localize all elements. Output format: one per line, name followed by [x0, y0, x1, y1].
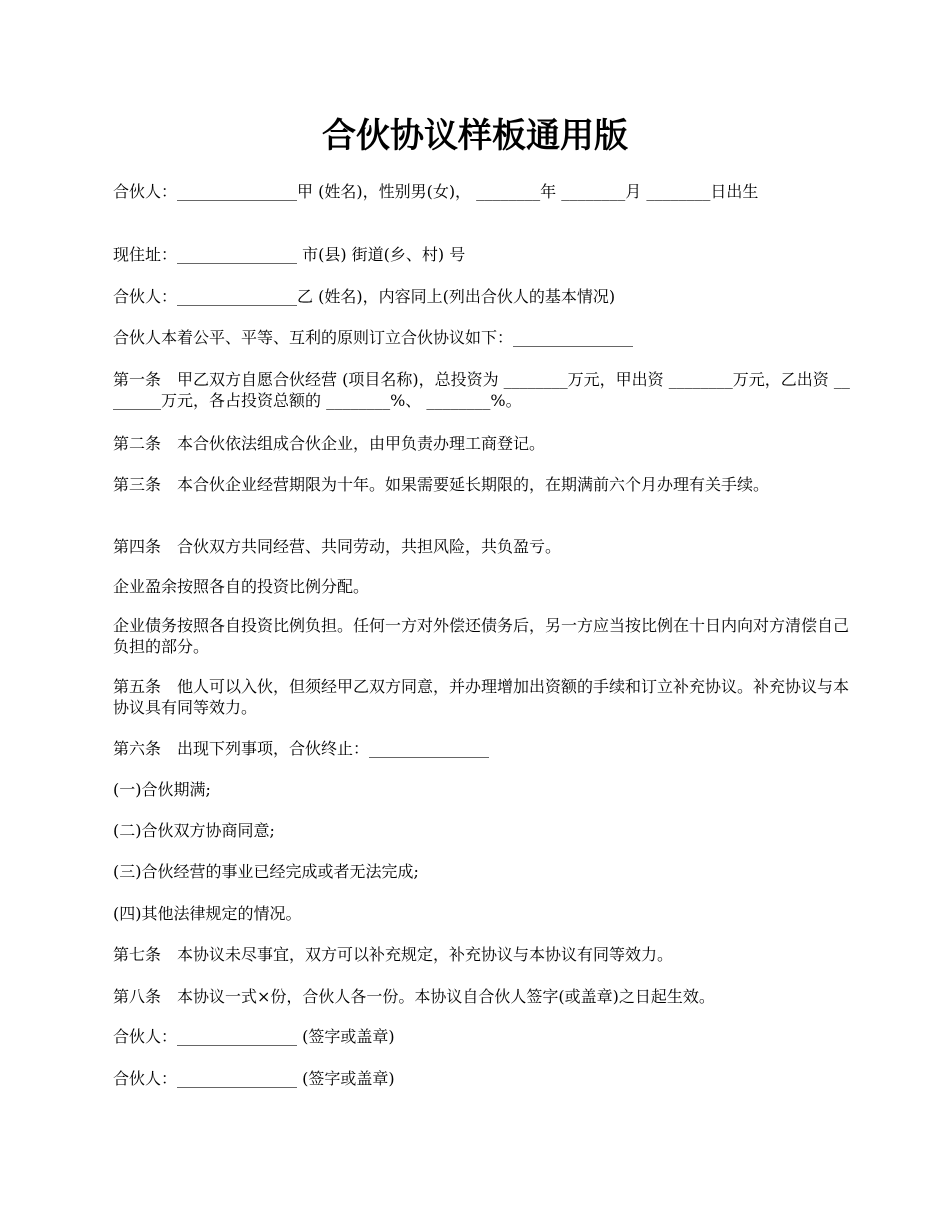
address-line: 现住址：_______________ 市(县) 街道(乡、村) 号	[113, 245, 466, 264]
agreement-intro: 合伙人本着公平、平等、互利的原则订立合伙协议如下：_______________	[113, 328, 634, 347]
article-1: 第一条 甲乙双方自愿合伙经营 (项目名称)，总投资为 ________万元，甲出资 ________万元，乙出资 ________万元，各占投资总额的 ________%、 ________%。	[113, 370, 850, 410]
document-title: 合伙协议样板通用版	[322, 116, 628, 156]
signature-partner-1: 合伙人：_______________ (签字或盖章)	[113, 1027, 395, 1046]
article-8: 第八条 本协议一式×份，合伙人各一份。本协议自合伙人签字(或盖章)之日起生效。	[113, 987, 715, 1006]
article-2: 第二条 本合伙依法组成合伙企业，由甲负责办理工商登记。	[113, 434, 546, 453]
article-5: 第五条 他人可以入伙，但须经甲乙双方同意，并办理增加出资额的手续和订立补充协议。补充协议与本协议具有同等效力。	[113, 677, 850, 717]
article-3: 第三条 本合伙企业经营期限为十年。如果需要延长期限的，在期满前六个月办理有关手续。	[113, 475, 770, 494]
profit-distribution: 企业盈余按照各自的投资比例分配。	[113, 577, 370, 596]
article-7: 第七条 本协议未尽事宜，双方可以补充规定，补充协议与本协议有同等效力。	[113, 945, 674, 964]
termination-item-1: (一)合伙期满;	[113, 780, 211, 799]
termination-item-2: (二)合伙双方协商同意;	[113, 821, 275, 840]
article-6: 第六条 出现下列事项，合伙终止：_______________	[113, 739, 490, 758]
signature-partner-2: 合伙人：_______________ (签字或盖章)	[113, 1069, 395, 1088]
termination-item-3: (三)合伙经营的事业已经完成或者无法完成;	[113, 862, 419, 881]
partner-a-info: 合伙人：_______________甲 (姓名)，性别男(女)， ________年 ________月 ________日出生	[113, 182, 759, 201]
termination-item-4: (四)其他法律规定的情况。	[113, 904, 302, 923]
article-4: 第四条 合伙双方共同经营、共同劳动，共担风险，共负盈亏。	[113, 537, 562, 556]
debt-sharing: 企业债务按照各自投资比例负担。任何一方对外偿还债务后，另一方应当按比例在十日内向对方清偿自己负担的部分。	[113, 616, 850, 656]
partner-b-info: 合伙人：_______________乙 (姓名)，内容同上(列出合伙人的基本情况)	[113, 287, 616, 306]
